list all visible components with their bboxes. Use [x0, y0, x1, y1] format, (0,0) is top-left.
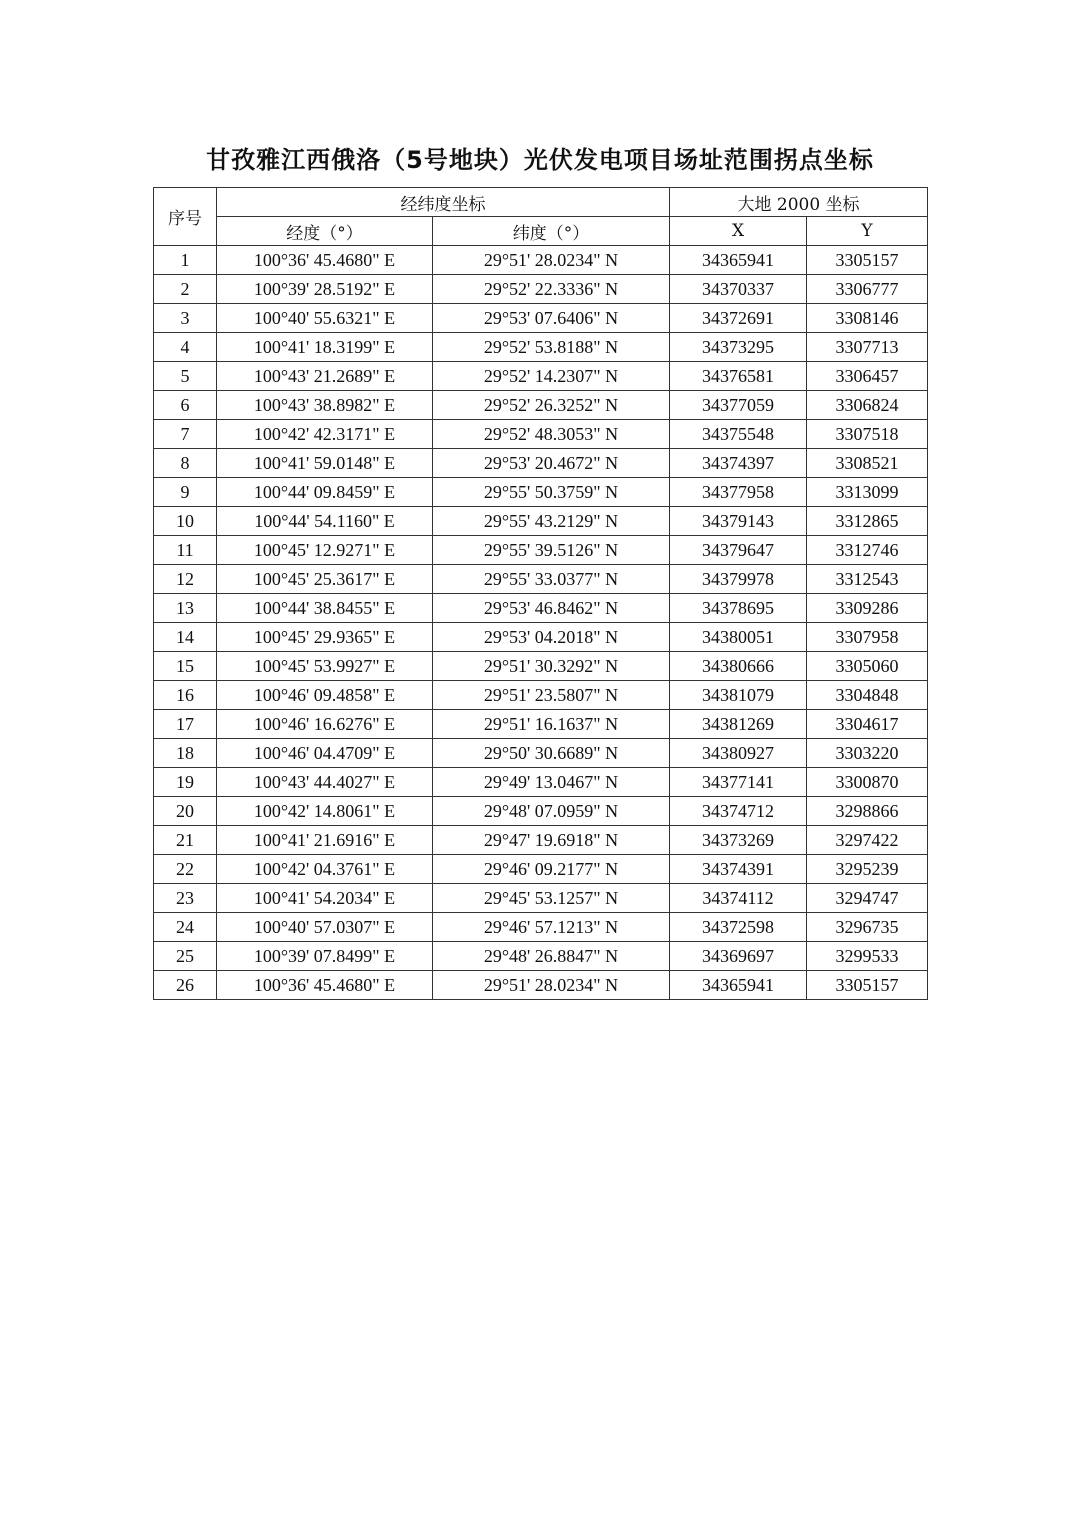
cell-latitude: 29°51' 28.0234" N [433, 971, 670, 1000]
cell-longitude: 100°41' 59.0148" E [217, 449, 433, 478]
cell-index: 25 [154, 942, 217, 971]
cell-latitude: 29°52' 22.3336" N [433, 275, 670, 304]
cell-x: 34373295 [670, 333, 807, 362]
table-row [154, 797, 928, 826]
cell-longitude: 100°39' 28.5192" E [217, 275, 433, 304]
cell-longitude: 100°41' 18.3199" E [217, 333, 433, 362]
cell-longitude: 100°43' 38.8982" E [217, 391, 433, 420]
cell-longitude: 100°40' 57.0307" E [217, 913, 433, 942]
cell-y: 3303220 [807, 739, 928, 768]
header-y: Y [807, 217, 928, 246]
table-row [154, 652, 928, 681]
cell-latitude: 29°55' 50.3759" N [433, 478, 670, 507]
header-index: 序号 [154, 188, 217, 246]
cell-y: 3307713 [807, 333, 928, 362]
cell-y: 3298866 [807, 797, 928, 826]
cell-x: 34380051 [670, 623, 807, 652]
cell-latitude: 29°50' 30.6689" N [433, 739, 670, 768]
cell-x: 34365941 [670, 971, 807, 1000]
cell-y: 3306457 [807, 362, 928, 391]
cell-latitude: 29°51' 16.1637" N [433, 710, 670, 739]
table-row [154, 971, 928, 1000]
cell-x: 34379978 [670, 565, 807, 594]
cell-x: 34381269 [670, 710, 807, 739]
cell-y: 3294747 [807, 884, 928, 913]
cell-index: 9 [154, 478, 217, 507]
cell-longitude: 100°45' 25.3617" E [217, 565, 433, 594]
cell-index: 5 [154, 362, 217, 391]
cell-y: 3299533 [807, 942, 928, 971]
cell-x: 34375548 [670, 420, 807, 449]
cell-y: 3309286 [807, 594, 928, 623]
cell-x: 34376581 [670, 362, 807, 391]
cell-longitude: 100°46' 16.6276" E [217, 710, 433, 739]
cell-longitude: 100°41' 21.6916" E [217, 826, 433, 855]
table-row [154, 478, 928, 507]
cell-x: 34380666 [670, 652, 807, 681]
table-row [154, 855, 928, 884]
cell-y: 3312865 [807, 507, 928, 536]
cell-latitude: 29°52' 14.2307" N [433, 362, 670, 391]
cell-latitude: 29°48' 07.0959" N [433, 797, 670, 826]
table-row [154, 681, 928, 710]
table-row [154, 246, 928, 275]
cell-latitude: 29°46' 09.2177" N [433, 855, 670, 884]
cell-latitude: 29°52' 26.3252" N [433, 391, 670, 420]
cell-longitude: 100°42' 04.3761" E [217, 855, 433, 884]
table-row [154, 449, 928, 478]
table-row [154, 420, 928, 449]
cell-y: 3308521 [807, 449, 928, 478]
table-row [154, 623, 928, 652]
cell-latitude: 29°53' 20.4672" N [433, 449, 670, 478]
cell-y: 3305060 [807, 652, 928, 681]
cell-latitude: 29°51' 30.3292" N [433, 652, 670, 681]
cell-index: 16 [154, 681, 217, 710]
table-header [154, 188, 928, 246]
cell-y: 3306824 [807, 391, 928, 420]
header-x: X [670, 217, 807, 246]
cell-y: 3305157 [807, 971, 928, 1000]
cell-longitude: 100°36' 45.4680" E [217, 971, 433, 1000]
cell-x: 34377958 [670, 478, 807, 507]
table-body [154, 246, 928, 1000]
cell-x: 34374112 [670, 884, 807, 913]
cell-latitude: 29°51' 28.0234" N [433, 246, 670, 275]
table-row [154, 913, 928, 942]
cell-x: 34379143 [670, 507, 807, 536]
cell-latitude: 29°51' 23.5807" N [433, 681, 670, 710]
cell-y: 3304848 [807, 681, 928, 710]
cell-y: 3306777 [807, 275, 928, 304]
cell-latitude: 29°52' 53.8188" N [433, 333, 670, 362]
cell-longitude: 100°43' 21.2689" E [217, 362, 433, 391]
cell-x: 34381079 [670, 681, 807, 710]
cell-longitude: 100°44' 54.1160" E [217, 507, 433, 536]
cell-x: 34374391 [670, 855, 807, 884]
cell-index: 21 [154, 826, 217, 855]
cell-longitude: 100°42' 42.3171" E [217, 420, 433, 449]
table-row [154, 826, 928, 855]
cell-index: 2 [154, 275, 217, 304]
cell-longitude: 100°45' 53.9927" E [217, 652, 433, 681]
cell-latitude: 29°46' 57.1213" N [433, 913, 670, 942]
cell-index: 17 [154, 710, 217, 739]
cell-index: 6 [154, 391, 217, 420]
cell-latitude: 29°48' 26.8847" N [433, 942, 670, 971]
header-longitude: 经度（°） [217, 217, 433, 246]
cell-longitude: 100°46' 04.4709" E [217, 739, 433, 768]
table-row [154, 942, 928, 971]
cell-index: 26 [154, 971, 217, 1000]
cell-longitude: 100°42' 14.8061" E [217, 797, 433, 826]
cell-index: 15 [154, 652, 217, 681]
cell-index: 18 [154, 739, 217, 768]
cell-x: 34377059 [670, 391, 807, 420]
cell-index: 8 [154, 449, 217, 478]
cell-latitude: 29°55' 33.0377" N [433, 565, 670, 594]
table-row [154, 333, 928, 362]
cell-x: 34380927 [670, 739, 807, 768]
table-row [154, 594, 928, 623]
cell-longitude: 100°45' 29.9365" E [217, 623, 433, 652]
cell-y: 3305157 [807, 246, 928, 275]
cell-latitude: 29°53' 07.6406" N [433, 304, 670, 333]
cell-y: 3313099 [807, 478, 928, 507]
table-row [154, 391, 928, 420]
cell-x: 34370337 [670, 275, 807, 304]
cell-index: 11 [154, 536, 217, 565]
table-row [154, 536, 928, 565]
cell-index: 3 [154, 304, 217, 333]
cell-longitude: 100°39' 07.8499" E [217, 942, 433, 971]
table-row [154, 768, 928, 797]
cell-latitude: 29°55' 43.2129" N [433, 507, 670, 536]
cell-index: 24 [154, 913, 217, 942]
cell-index: 7 [154, 420, 217, 449]
cell-index: 4 [154, 333, 217, 362]
cell-x: 34373269 [670, 826, 807, 855]
cell-index: 13 [154, 594, 217, 623]
table-row [154, 507, 928, 536]
table-row [154, 275, 928, 304]
cell-longitude: 100°41' 54.2034" E [217, 884, 433, 913]
cell-index: 19 [154, 768, 217, 797]
cell-y: 3312746 [807, 536, 928, 565]
cell-x: 34372691 [670, 304, 807, 333]
cell-latitude: 29°53' 46.8462" N [433, 594, 670, 623]
cell-index: 23 [154, 884, 217, 913]
table-row [154, 565, 928, 594]
cell-x: 34378695 [670, 594, 807, 623]
cell-y: 3307518 [807, 420, 928, 449]
cell-x: 34365941 [670, 246, 807, 275]
table-row [154, 710, 928, 739]
cell-latitude: 29°53' 04.2018" N [433, 623, 670, 652]
cell-index: 20 [154, 797, 217, 826]
cell-index: 22 [154, 855, 217, 884]
cell-longitude: 100°45' 12.9271" E [217, 536, 433, 565]
cell-longitude: 100°44' 38.8455" E [217, 594, 433, 623]
cell-index: 14 [154, 623, 217, 652]
cell-index: 1 [154, 246, 217, 275]
cell-x: 34374397 [670, 449, 807, 478]
coordinate-table [153, 187, 928, 1000]
cell-y: 3296735 [807, 913, 928, 942]
cell-y: 3307958 [807, 623, 928, 652]
cell-y: 3312543 [807, 565, 928, 594]
cell-latitude: 29°47' 19.6918" N [433, 826, 670, 855]
cell-longitude: 100°40' 55.6321" E [217, 304, 433, 333]
cell-longitude: 100°43' 44.4027" E [217, 768, 433, 797]
cell-x: 34379647 [670, 536, 807, 565]
cell-y: 3304617 [807, 710, 928, 739]
cell-x: 34377141 [670, 768, 807, 797]
cell-x: 34369697 [670, 942, 807, 971]
cell-y: 3297422 [807, 826, 928, 855]
table-row [154, 739, 928, 768]
header-latitude: 纬度（°） [433, 217, 670, 246]
cell-index: 10 [154, 507, 217, 536]
cell-latitude: 29°49' 13.0467" N [433, 768, 670, 797]
cell-latitude: 29°45' 53.1257" N [433, 884, 670, 913]
cell-y: 3300870 [807, 768, 928, 797]
table-row [154, 304, 928, 333]
cell-y: 3295239 [807, 855, 928, 884]
header-cgcs2000-coordinates: 大地 2000 坐标 [670, 188, 928, 217]
cell-latitude: 29°52' 48.3053" N [433, 420, 670, 449]
cell-index: 12 [154, 565, 217, 594]
table-row [154, 362, 928, 391]
cell-longitude: 100°44' 09.8459" E [217, 478, 433, 507]
page-title: 甘孜雅江西俄洛（5号地块）光伏发电项目场址范围拐点坐标 [206, 146, 874, 174]
cell-y: 3308146 [807, 304, 928, 333]
cell-x: 34374712 [670, 797, 807, 826]
header-geo-coordinates: 经纬度坐标 [217, 188, 670, 217]
cell-longitude: 100°46' 09.4858" E [217, 681, 433, 710]
cell-latitude: 29°55' 39.5126" N [433, 536, 670, 565]
table-row [154, 884, 928, 913]
cell-x: 34372598 [670, 913, 807, 942]
cell-longitude: 100°36' 45.4680" E [217, 246, 433, 275]
